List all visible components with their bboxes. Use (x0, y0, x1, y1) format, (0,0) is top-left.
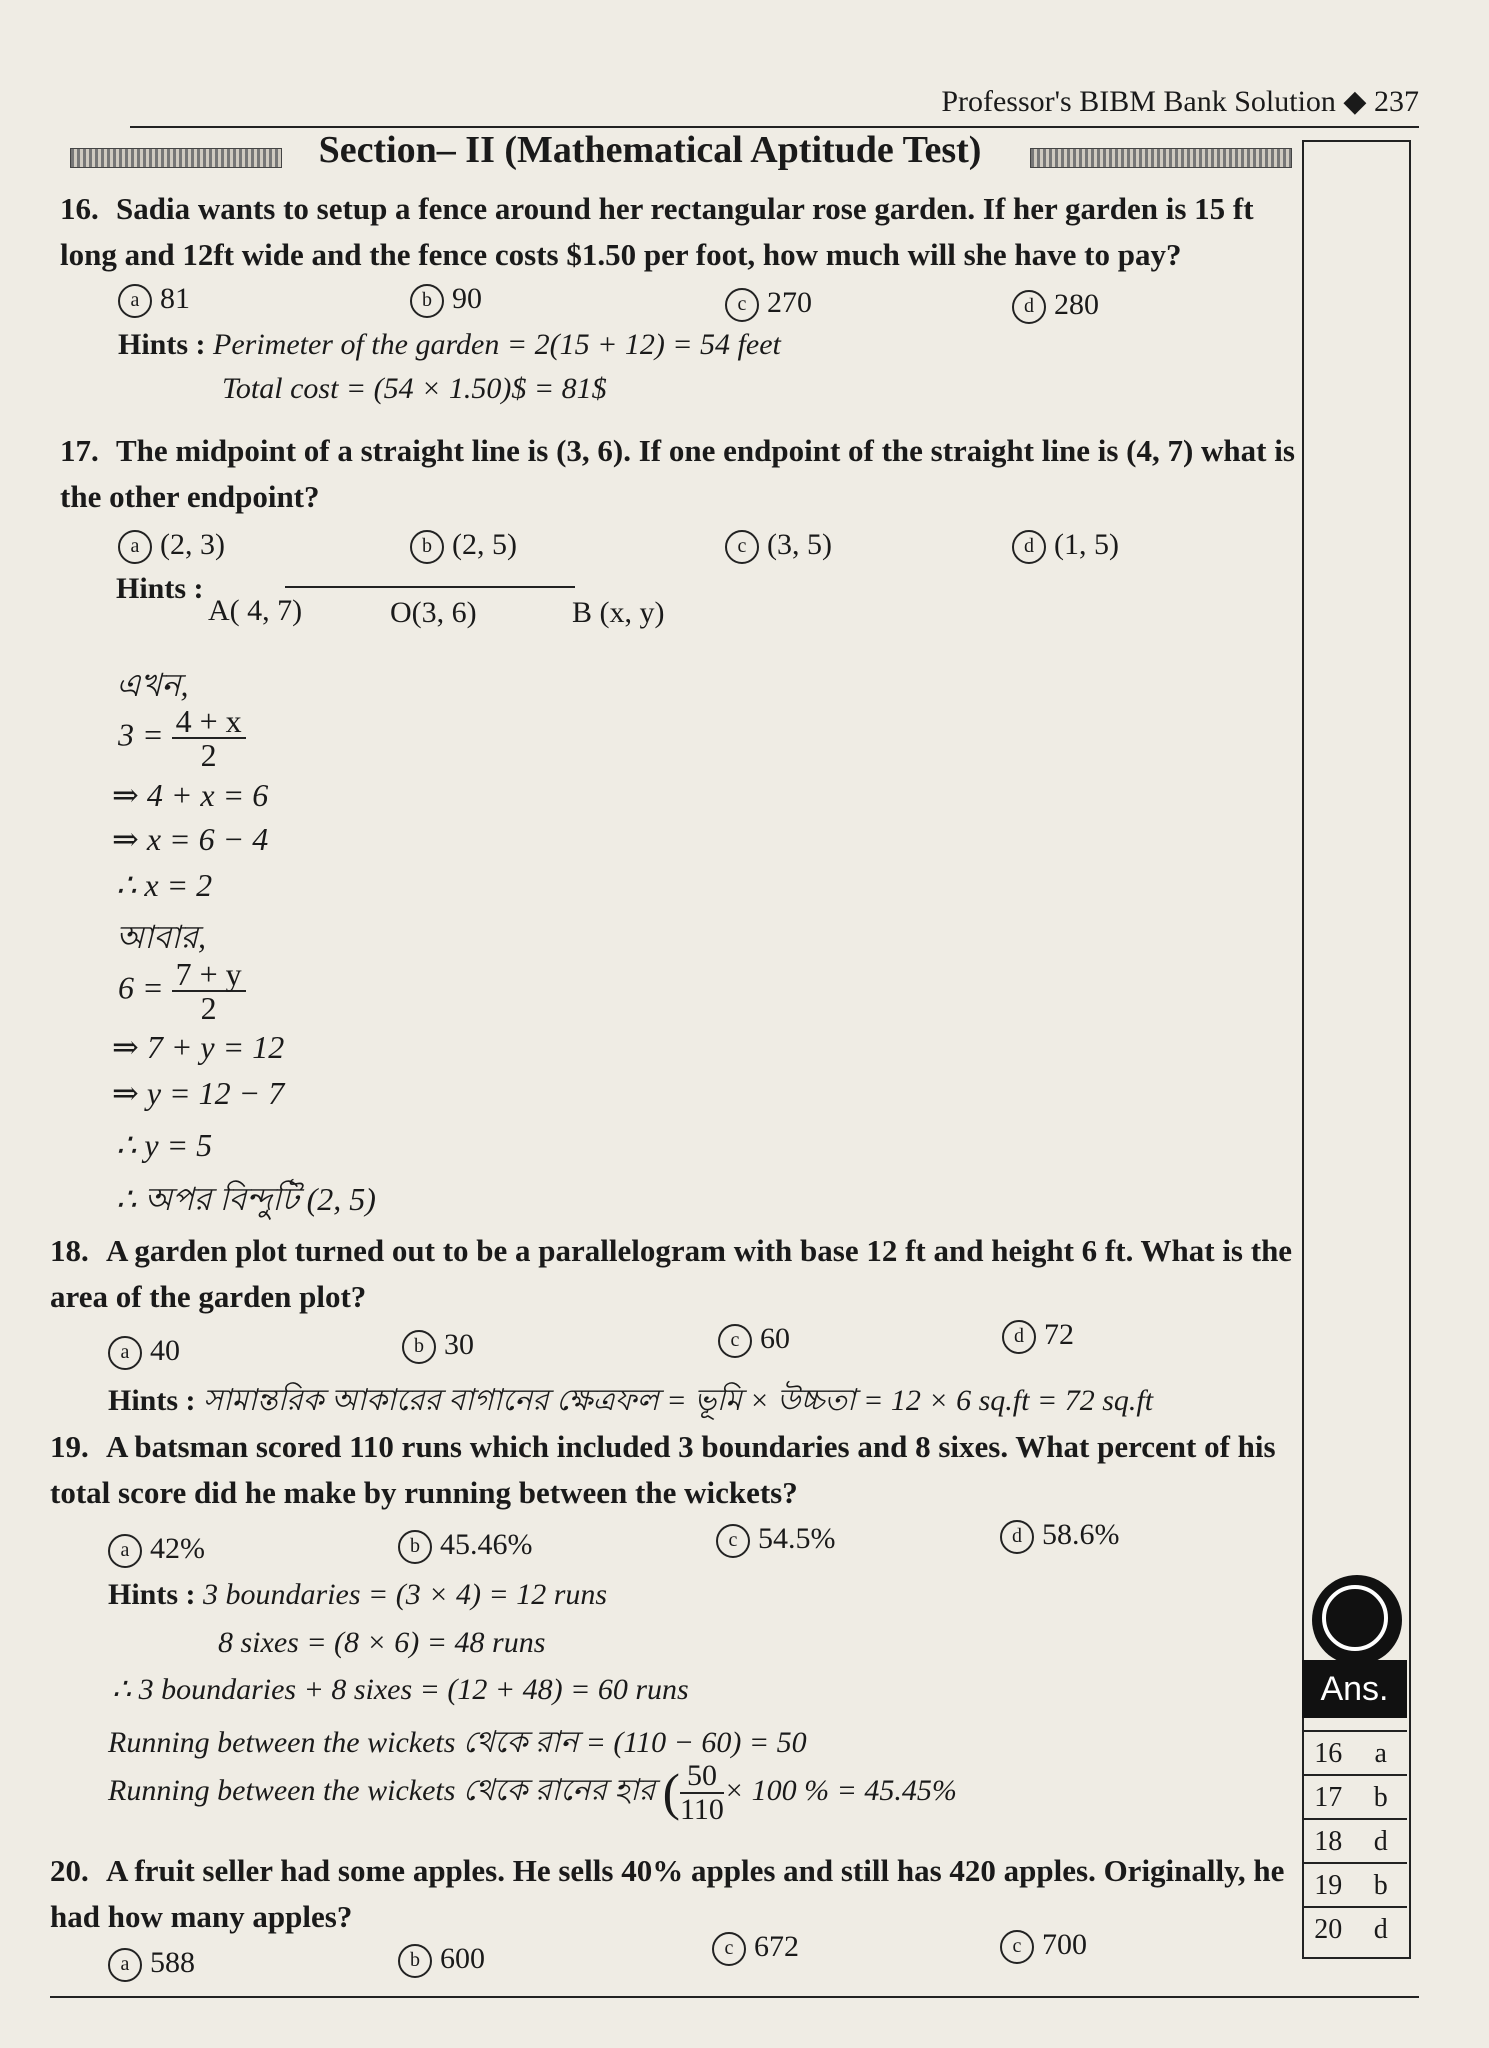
equation-midpoint-x: 3 = $\frac{4 + x}{2}$ (118, 705, 246, 771)
hint-line (108, 1578, 607, 1612)
hint-line: Running between the wickets থেকে রান = (110 − 60) = 50 (108, 1726, 807, 1759)
option-text: 40 (150, 1334, 180, 1367)
option-text: 90 (452, 282, 482, 315)
option-text: 270 (767, 286, 812, 319)
option-a[interactable] (108, 1946, 195, 1982)
answer-row: 19 b (1302, 1862, 1407, 1908)
hint-line: 8 sixes = (8 × 6) = 48 runs (218, 1626, 546, 1659)
option-marker: c (716, 1524, 750, 1558)
option-d[interactable] (1000, 1518, 1120, 1554)
option-b[interactable] (398, 1942, 485, 1978)
option-c[interactable] (716, 1522, 836, 1558)
hint-label: Hints : (108, 1384, 196, 1417)
question-text: A garden plot turned out to be a parallelogram with base 12 ft and height 6 ft. What is the area of the garden plot? (50, 1233, 1293, 1314)
option-marker: a (118, 530, 152, 564)
equation-midpoint-y: 6 = $\frac{7 + y}{2}$ (118, 958, 246, 1024)
question-text: Sadia wants to setup a fence around her rectangular rose garden. If her garden is 15 ft long and 12ft wide and the fence costs $1.50 per foot, how much will she have to pay? (60, 191, 1254, 272)
question-text: A fruit seller had some apples. He sells 40% apples and still has 420 apples. Originally, he had how many apples? (50, 1853, 1285, 1934)
hint-text: Perimeter of the garden = 2(15 + 12) = 54 feet (213, 328, 781, 361)
answer-row: 17 b (1302, 1774, 1407, 1820)
option-text: 588 (150, 1946, 195, 1979)
bottom-rule (50, 1996, 1419, 1998)
option-a[interactable] (118, 528, 225, 564)
option-c[interactable] (725, 528, 832, 564)
option-marker: b (398, 1530, 432, 1564)
option-marker: d (1012, 290, 1046, 324)
option-a[interactable] (118, 282, 190, 318)
point-b-label: B (x, y) (572, 596, 665, 629)
option-marker: a (118, 284, 152, 318)
option-c[interactable] (718, 1322, 790, 1358)
option-marker: c (725, 530, 759, 564)
option-d[interactable] (1000, 1928, 1087, 1964)
question-19 (50, 1424, 1300, 1516)
option-c[interactable] (725, 286, 812, 322)
option-text: 54.5% (758, 1522, 836, 1555)
hint-label: Hints : (118, 328, 206, 361)
option-d[interactable] (1012, 528, 1119, 564)
section-title: Section– II (Mathematical Aptitude Test) (318, 129, 982, 171)
work-step: ⇒ 4 + x = 6 (112, 777, 269, 813)
answer-row: 16 a (1302, 1730, 1407, 1776)
option-a[interactable] (108, 1334, 180, 1370)
hint-text: Running between the wickets থেকে রানের হার (108, 1773, 656, 1807)
option-text: (1, 5) (1054, 528, 1119, 561)
option-text: 45.46% (440, 1528, 533, 1561)
work-step: ⇒ 7 + y = 12 (112, 1029, 285, 1065)
option-marker: a (108, 1534, 142, 1568)
option-b[interactable] (398, 1528, 533, 1564)
option-text: (3, 5) (767, 528, 832, 561)
option-c[interactable] (712, 1930, 799, 1966)
option-b[interactable] (402, 1328, 474, 1364)
question-17 (60, 428, 1300, 520)
question-16 (60, 186, 1300, 278)
question-20 (50, 1848, 1300, 1940)
hint-line: ∴ 3 boundaries + 8 sixes = (12 + 48) = 60 runs (112, 1673, 689, 1706)
option-a[interactable] (108, 1532, 205, 1568)
question-text: The midpoint of a straight line is (3, 6). If one endpoint of the straight line is (4, 7) what is the other endpoint? (60, 433, 1295, 514)
hint-label: Hints : (108, 1578, 196, 1611)
work-now: এখন, (116, 667, 189, 703)
question-number: 16. (60, 191, 99, 226)
book-logo-ring (1322, 1585, 1388, 1651)
option-d[interactable] (1012, 288, 1099, 324)
answer-label: Ans. (1302, 1660, 1407, 1718)
work-step: ⇒ x = 6 − 4 (112, 821, 269, 857)
hint-line (108, 1376, 1153, 1427)
question-number: 18. (50, 1233, 89, 1268)
option-text: 700 (1042, 1928, 1087, 1961)
point-a-label: A( 4, 7) (208, 594, 303, 627)
option-b[interactable] (410, 528, 517, 564)
work-again: আবার, (116, 919, 207, 955)
option-d[interactable] (1002, 1318, 1074, 1354)
option-text: 42% (150, 1532, 205, 1565)
option-text: (2, 3) (160, 528, 225, 561)
fraction: $\frac{50}{110}$ (680, 1759, 724, 1826)
option-b[interactable] (410, 282, 482, 318)
work-step: ∴ y = 5 (116, 1127, 213, 1163)
hint-line-percent: Running between the wickets থেকে রানের হার ( $\frac{50}{110}$ × 100 % = 45.45% (108, 1759, 957, 1826)
question-number: 20. (50, 1853, 89, 1888)
question-number: 19. (50, 1429, 89, 1464)
question-text: A batsman scored 110 runs which included 3 boundaries and 8 sixes. What percent of his total score did he make by running between the wickets? (50, 1429, 1276, 1510)
hint-text: 3 boundaries = (3 × 4) = 12 runs (203, 1578, 608, 1611)
hint-line: Total cost = (54 × 1.50)$ = 81$ (222, 372, 607, 405)
option-marker: d (1000, 1520, 1034, 1554)
option-text: (2, 5) (452, 528, 517, 561)
answer-row: 20 d (1302, 1906, 1407, 1952)
option-text: 30 (444, 1328, 474, 1361)
work-step: ⇒ y = 12 − 7 (112, 1075, 285, 1111)
option-text: 600 (440, 1942, 485, 1975)
option-marker: c (718, 1324, 752, 1358)
line-segment (285, 586, 575, 588)
option-text: 81 (160, 282, 190, 315)
title-bar-right (1030, 148, 1292, 168)
option-marker: b (410, 284, 444, 318)
option-marker: b (410, 530, 444, 564)
option-marker: c (712, 1932, 746, 1966)
hint-text: সামান্তরিক আকারের বাগানের ক্ষেত্রফল = ভূমি × উচ্চতা = 12 × 6 sq.ft = 72 sq.ft (203, 1384, 1154, 1417)
option-marker: c (1000, 1930, 1034, 1964)
hint-line (118, 328, 781, 362)
option-text: 58.6% (1042, 1518, 1120, 1551)
option-text: 60 (760, 1322, 790, 1355)
page-header: Professor's BIBM Bank Solution ◆ 237 (941, 85, 1419, 118)
option-marker: d (1002, 1320, 1036, 1354)
option-text: 672 (754, 1930, 799, 1963)
option-marker: a (108, 1948, 142, 1982)
option-text: 72 (1044, 1318, 1074, 1351)
option-marker: a (108, 1336, 142, 1370)
hint-text: × 100 % = 45.45% (723, 1773, 957, 1807)
option-marker: b (398, 1944, 432, 1978)
work-step: ∴ x = 2 (116, 867, 213, 903)
question-number: 17. (60, 433, 99, 468)
question-18 (50, 1228, 1300, 1320)
work-conclusion: ∴ অপর বিন্দুটি (2, 5) (116, 1181, 376, 1217)
answer-row: 18 d (1302, 1818, 1407, 1864)
hint-label: Hints : (116, 572, 204, 605)
point-o-label: O(3, 6) (390, 596, 477, 629)
option-text: 280 (1054, 288, 1099, 321)
option-marker: c (725, 288, 759, 322)
option-marker: d (1012, 530, 1046, 564)
option-marker: b (402, 1330, 436, 1364)
